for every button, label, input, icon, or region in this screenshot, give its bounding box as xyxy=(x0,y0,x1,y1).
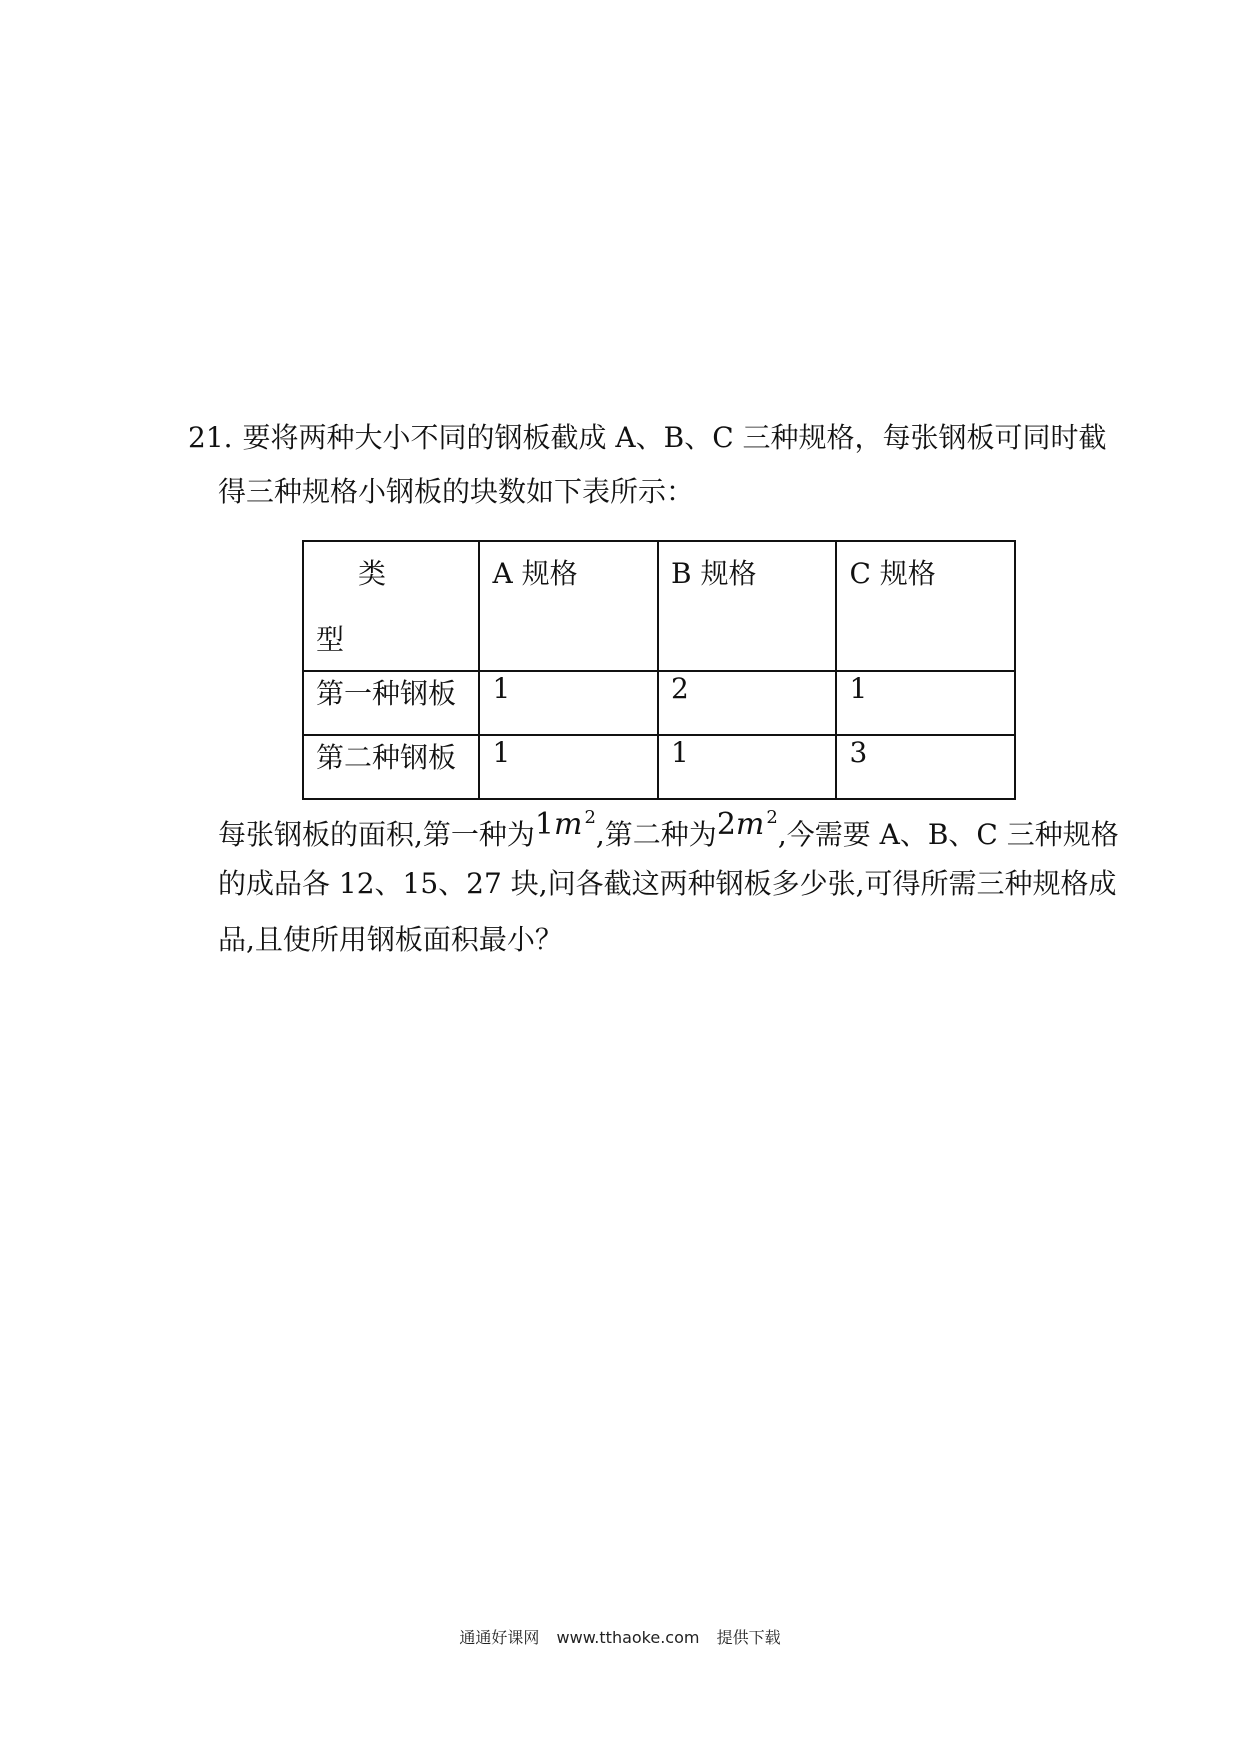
row-name: 第一种钢板 xyxy=(303,671,479,735)
continuation-text-1a: 每张钢板的面积,第一种为 xyxy=(218,818,535,851)
row-name: 第二种钢板 xyxy=(303,735,479,799)
table-row xyxy=(303,735,1015,799)
continuation-line-2: 的成品各 12、15、27 块,问各截这两种钢板多少张,可得所需三种规格成 xyxy=(218,867,1117,900)
area1-unit: m xyxy=(554,807,583,842)
header-a-cell xyxy=(479,541,658,671)
header-c-cell xyxy=(836,541,1015,671)
continuation-line-3: 品,且使所用钢板面积最小？ xyxy=(218,923,563,956)
header-b: B 规格 xyxy=(670,557,757,590)
header-type-cell xyxy=(303,541,479,671)
row-c-value: 3 xyxy=(836,735,1015,799)
row-a-value: 1 xyxy=(479,671,658,735)
table-header-row xyxy=(303,541,1015,671)
area2-exponent: 2 xyxy=(766,807,778,828)
area1-exponent: 2 xyxy=(584,807,596,828)
problem-line-1 xyxy=(188,420,1107,456)
question-number: 21. xyxy=(188,421,233,454)
header-b-cell xyxy=(658,541,837,671)
area-second-plate xyxy=(717,807,778,842)
area1-number: 1 xyxy=(534,807,554,842)
footer-suffix: 提供下载 xyxy=(716,1628,781,1647)
header-c: C 规格 xyxy=(849,557,936,590)
footer-site-name: 通通好课网 xyxy=(459,1628,540,1647)
area2-unit: m xyxy=(735,807,765,842)
problem-text-1: 要将两种大小不同的钢板截成 A、B、C 三种规格，每张钢板可同时截 xyxy=(242,421,1107,454)
area-first-plate xyxy=(535,807,596,842)
continuation-text-1c: ,今需要 A、B、C 三种规格 xyxy=(777,818,1119,851)
row-b-value: 2 xyxy=(658,671,837,735)
spec-table xyxy=(302,540,1016,800)
continuation-line-1 xyxy=(218,807,1119,853)
continuation-text-1b: ,第二种为 xyxy=(595,818,717,851)
header-type-char-1: 类 xyxy=(358,557,387,590)
row-a-value: 1 xyxy=(479,735,658,799)
page-footer xyxy=(0,1625,1240,1648)
footer-url[interactable]: www.tthaoke.com xyxy=(556,1628,700,1647)
table-row xyxy=(303,671,1015,735)
header-type-char-2: 型 xyxy=(316,623,345,656)
header-a: A 规格 xyxy=(492,557,578,590)
row-b-value: 1 xyxy=(658,735,837,799)
row-c-value: 1 xyxy=(836,671,1015,735)
area2-number: 2 xyxy=(716,807,736,842)
problem-line-2: 得三种规格小钢板的块数如下表所示： xyxy=(218,475,695,508)
